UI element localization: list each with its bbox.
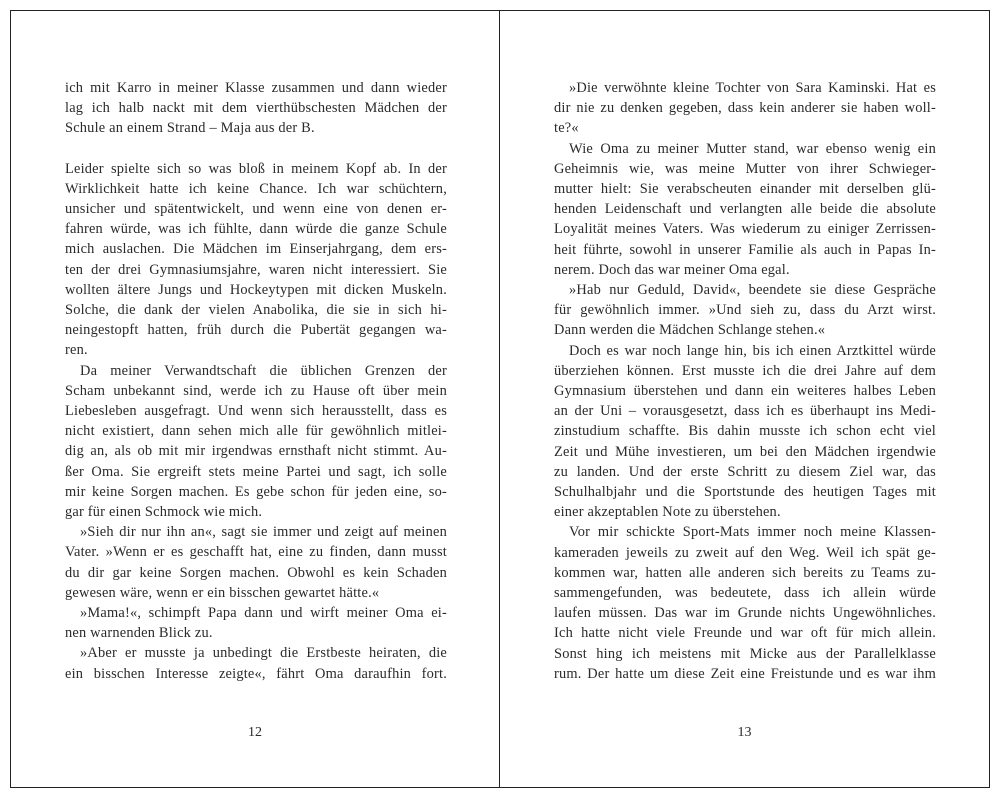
text-line: an der Uni – vorausgesetzt, dass ich es überhaupt ins Medi- — [554, 403, 936, 420]
left-page-text — [65, 78, 447, 684]
text-line: »Mama!«, schimpft Papa dann und wirft meiner Oma ei- — [80, 605, 447, 622]
page-number: 13 — [737, 725, 752, 740]
text-line: heit führte, sowohl in unserer Familie als auch in Papas In- — [554, 241, 936, 258]
right-page — [499, 10, 990, 788]
text-line: fahren würde, was ich fühlte, dann würde die ganze Schule — [65, 221, 447, 238]
text-line: Geheimnis wie, was meine Mutter von ihrer Schwieger- — [554, 160, 936, 177]
text-line: Wie Oma zu meiner Mutter stand, war ebenso wenig ein — [569, 140, 936, 157]
text-line: kameraden jeweils zu zweit auf den Weg. Weil ich spät ge- — [554, 544, 936, 561]
text-line: »Aber er musste ja unbedingt die Erstbeste heiraten, die — [80, 645, 447, 662]
text-line: gar für einen Schmock wie mich. — [65, 504, 263, 521]
text-line: Da meiner Verwandtschaft die üblichen Grenzen der — [80, 362, 447, 379]
text-line: »Sieh dir nur ihn an«, sagt sie immer und zeigt auf meinen — [80, 524, 447, 541]
text-line: Loyalität meines Vaters. Was wiederum zu einiger Zerrissen- — [554, 221, 936, 238]
text-line: dig an, als ob mit mir irgendwas ernsthaft nicht stimmt. Au- — [65, 443, 447, 460]
page-number: 12 — [248, 725, 262, 740]
left-page — [10, 10, 500, 788]
text-line: für gewöhnlich immer. »Und sieh zu, dass du Arzt wirst. — [554, 302, 936, 319]
text-line: ten der drei Gymnasiumsjahre, waren nicht interessiert. Sie — [65, 261, 447, 278]
text-line: ren. — [65, 342, 88, 359]
text-line: Solche, die dank der vielen Anabolika, die sie in sich hi- — [65, 302, 447, 319]
text-line: lag ich halb nackt mit dem vierthübschesten Mädchen der — [65, 100, 447, 117]
text-line: mir keine Sorgen machen. Es gebe schon für jeden eine, so- — [65, 483, 447, 500]
text-line: Sonst hing ich meistens mit Micke aus der Parallelklasse — [554, 645, 936, 662]
text-line: laufen müssen. Das war im Grunde nichts Ungewöhnliches. — [554, 605, 936, 622]
text-line: henden Leidenschaft und verlangten alle beide die absolute — [554, 201, 936, 218]
text-line: Wirklichkeit hatte ich keine Chance. Ich war schüchtern, — [65, 180, 447, 197]
text-line: du dir gar keine Sorgen machen. Obwohl es kein Schaden — [65, 564, 447, 581]
right-page-text — [554, 78, 936, 684]
text-line: dir nie zu denken gegeben, dass kein anderer sie haben woll- — [554, 100, 936, 117]
section-break — [65, 139, 447, 159]
text-line: Schulhalbjahr und die Sportstunde des heutigen Tages mit — [554, 484, 936, 501]
text-line: ich mit Karro in meiner Klasse zusammen und dann wieder — [65, 80, 447, 96]
text-line: »Die verwöhnte kleine Tochter von Sara Kaminski. Hat es — [569, 80, 936, 96]
text-line: Dann werden die Mädchen Schlange stehen.« — [554, 322, 826, 339]
text-line: Liebesleben ausgefragt. Und wenn sich herausstellt, dass es — [65, 403, 447, 420]
text-line: Zeit und Mühe investieren, um bei den Mädchen irgendwie — [554, 443, 936, 460]
text-line: nicht existiert, dann sehen mich alle für gewöhnlich mitlei- — [65, 423, 447, 440]
text-line: ein bisschen Interesse zeigte«, fährt Oma daraufhin fort. — [65, 665, 447, 682]
text-line: nen warnenden Blick zu. — [65, 625, 213, 642]
text-line: Vater. »Wenn er es geschafft hat, eine zu finden, dann musst — [65, 544, 447, 561]
text-line: einer akzeptablen Note zu überstehen. — [554, 504, 781, 521]
text-line: Leider spielte sich so was bloß in meinem Kopf ab. In der — [65, 160, 447, 177]
text-line: Vor mir schickte Sport-Mats immer noch meine Klassen- — [569, 524, 936, 541]
text-line: wollten ältere Jungs und Hockeytypen mit dicken Muskeln. — [65, 281, 447, 298]
text-line: rum. Der hatte um diese Zeit eine Freistunde und es war ihm — [554, 665, 936, 682]
text-line: ßer Oma. Sie ergreift stets meine Partei und sagt, ich solle — [65, 463, 447, 480]
text-line: Gymnasium überstehen und dann ein weiteres halbes Leben — [554, 383, 936, 400]
text-line: sammengefunden, was bedeutete, dass ich allein würde — [554, 585, 936, 602]
text-line: te?« — [554, 120, 579, 137]
text-line: kommen war, hatten alle anderen sich bereits zu Teams zu- — [554, 564, 936, 581]
text-line: zu landen. Und der erste Schritt zu diesem Ziel war, das — [554, 463, 936, 480]
text-line: gewesen wäre, wenn er ein bisschen gewartet hätte.« — [65, 584, 380, 601]
text-line: zinstudium schaffte. Bis dahin musste ich schon echt viel — [554, 423, 936, 440]
text-line: mich auslachen. Die Mädchen im Einserjahrgang, dem ers- — [65, 241, 447, 258]
text-line: Doch es war noch lange hin, bis ich einen Arztkittel würde — [569, 342, 936, 359]
text-line: Scham unbekannt sind, werde ich zu Hause oft über mein — [65, 382, 447, 399]
text-line: mutter hielt: Sie verabscheuten einander mit derselben glü- — [554, 181, 936, 198]
text-line: nerem. Doch das war meiner Oma egal. — [554, 261, 790, 278]
text-line: unsicher und spätentwickelt, und wenn eine von denen er- — [65, 201, 447, 218]
text-line: überziehen können. Erst musste ich die drei Jahre auf dem — [554, 362, 936, 379]
text-line: Ich hatte nicht viele Freunde und war oft für mich allein. — [554, 625, 936, 642]
text-line: Schule an einem Strand – Maja aus der B. — [65, 120, 315, 137]
text-line: neingestopft hatten, früh durch die Pubertät gegangen wa- — [65, 322, 447, 339]
text-line: »Hab nur Geduld, David«, beendete sie diese Gespräche — [569, 282, 936, 299]
